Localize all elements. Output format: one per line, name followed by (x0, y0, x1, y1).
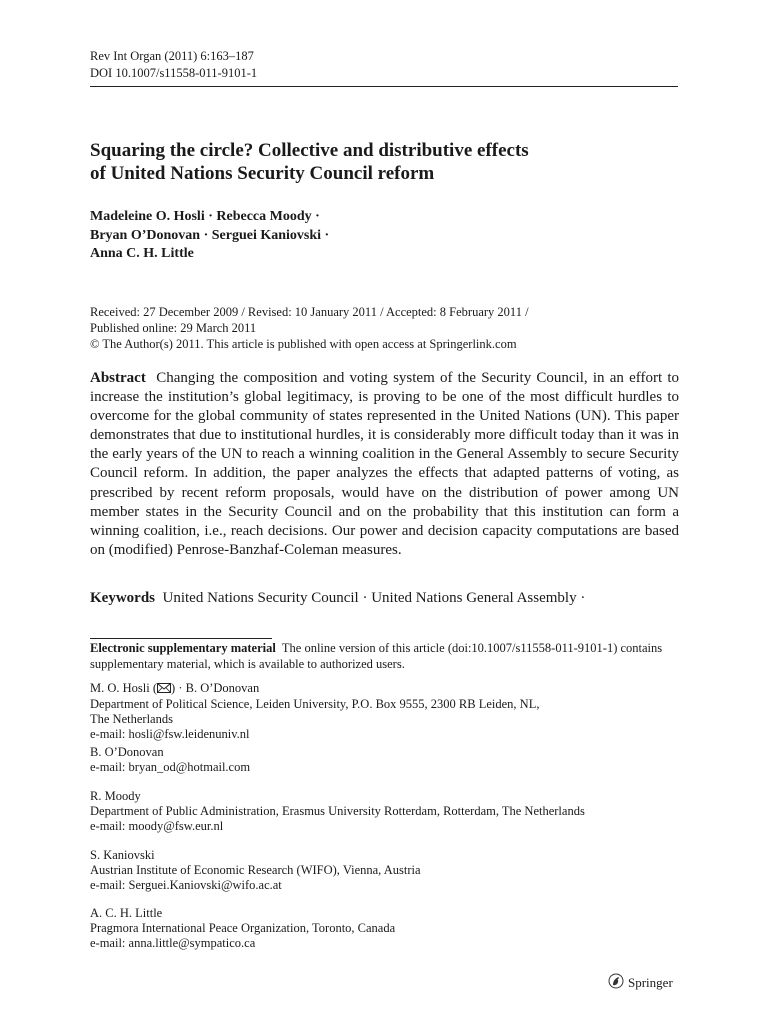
affiliation-name: A. C. H. Little (90, 906, 163, 920)
email-line[interactable]: e-mail: hosli@fsw.leidenuniv.nl (90, 727, 250, 741)
springer-horse-icon (608, 973, 624, 993)
authors-line: Madeleine O. Hosli · Rebecca Moody · (90, 209, 320, 224)
abstract-label: Abstract (90, 370, 146, 386)
email-line[interactable]: e-mail: Serguei.Kaniovski@wifo.ac.at (90, 878, 282, 892)
history-published: Published online: 29 March 2011 (90, 321, 257, 335)
article-title (90, 139, 690, 185)
abstract (90, 369, 679, 560)
affiliation-line: Department of Political Science, Leiden University, P.O. Box 9555, 2300 RB Leiden, NL, (90, 697, 540, 711)
affiliation-line: The Netherlands (90, 712, 173, 726)
affiliation-line: Department of Public Administration, Erasmus University Rotterdam, Rotterdam, The Netherlands (90, 804, 585, 818)
copyright-line: © The Author(s) 2011. This article is published with open access at Springerlink.com (90, 337, 517, 351)
footnote-rule (90, 638, 272, 639)
affiliation-name: R. Moody (90, 789, 141, 803)
authors-line: Anna C. H. Little (90, 246, 194, 261)
affiliation-block-hosli (90, 681, 539, 742)
keywords (90, 589, 585, 608)
title-line: Squaring the circle? Collective and distributive effects (90, 140, 529, 161)
journal-citation: Rev Int Organ (2011) 6:163–187 (90, 49, 254, 63)
affiliation-line: Pragmora International Peace Organization, Toronto, Canada (90, 921, 396, 935)
affiliation-block-little (90, 906, 395, 951)
journal-doi: DOI 10.1007/s11558-011-9101-1 (90, 66, 258, 80)
affiliation-block-moody (90, 789, 585, 834)
springer-logo (608, 973, 673, 993)
publication-history (90, 304, 529, 352)
author-list (90, 208, 329, 264)
email-line[interactable]: e-mail: anna.little@sympatico.ca (90, 936, 256, 950)
envelope-icon[interactable] (157, 682, 171, 697)
affiliation-name: B. O’Donovan (90, 745, 164, 759)
authors-line: Bryan O’Donovan · Serguei Kaniovski · (90, 227, 330, 243)
keywords-text: United Nations Security Council · United Nations General Assembly · (162, 590, 586, 606)
affiliation-line: Austrian Institute of Economic Research (WIFO), Vienna, Austria (90, 863, 421, 877)
email-line[interactable]: e-mail: bryan_od@hotmail.com (90, 760, 251, 774)
corresponding-author: M. O. Hosli ( ) · B. O’Donovan (90, 681, 260, 695)
abstract-text: Changing the composition and voting system of the Security Council, in an effort to increase the institution’s global legitimacy, is proving to be one of the most difficult hurdles to overcome for the global community of states represented in the United Nations (UN). This paper demonstrates that due to institutional hurdles, it is considerably more difficult today than it was in the early years of the UN to reach a winning coalition in the General Assembly to secure Security Council reform. In addition, the paper analyzes the effects that adapted patterns of voting, as prescribed by recent reform proposals, would have on the distribution of power among UN member states in the Security Council and on the probability that this institution can form a winning coalition, i.e., reach decisions. Our power and decision capacity computations are based on (modified) Penrose-Banzhaf-Coleman measures. (90, 370, 679, 558)
esm-label: Electronic supplementary material (90, 641, 276, 655)
title-line: of United Nations Security Council reform (90, 163, 435, 184)
history-dates: Received: 27 December 2009 / Revised: 10 January 2011 / Accepted: 8 February 2011 / (90, 305, 529, 319)
publisher-name: Springer (628, 975, 673, 990)
affiliation-block-odonovan (90, 745, 250, 775)
affiliation-name: S. Kaniovski (90, 848, 155, 862)
esm-text: The online version of this article (doi:10.1007/s11558-011-9101-1) contains supplementary material, which is available to authorized users. (90, 641, 663, 671)
supplementary-note (90, 641, 682, 672)
affiliation-block-kaniovski (90, 848, 421, 893)
email-line[interactable]: e-mail: moody@fsw.eur.nl (90, 819, 224, 833)
keywords-label: Keywords (90, 590, 155, 606)
journal-header (90, 48, 257, 82)
header-rule (90, 86, 678, 87)
